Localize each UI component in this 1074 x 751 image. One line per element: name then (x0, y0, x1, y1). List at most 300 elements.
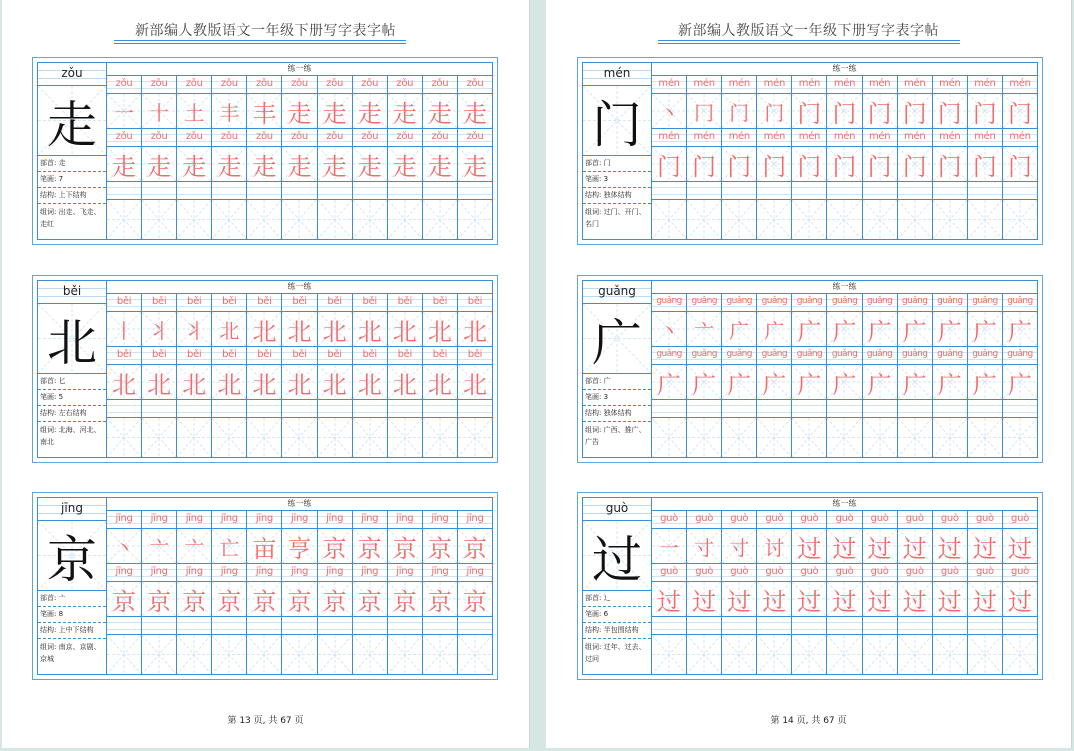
blank-writing-cell (388, 200, 423, 239)
trace-cell (652, 365, 687, 399)
blank-pinyin-cell (863, 617, 898, 634)
pinyin-cell: guò (933, 564, 968, 581)
blank-writing-cell (687, 418, 722, 457)
stroke-step-character: 丶 (114, 535, 135, 560)
blank-pinyin-row (107, 400, 492, 418)
pinyin-cell: zǒu (318, 129, 353, 146)
stroke-step-character: 北 (462, 317, 487, 346)
stroke-step-character: 门 (764, 100, 785, 125)
trace-cell (863, 582, 898, 616)
mi-grid-icon (1003, 200, 1037, 239)
trace-character: 北 (287, 370, 312, 399)
blank-pinyin-cell (247, 617, 282, 634)
stroke-step-character: 广 (937, 317, 962, 346)
blank-writing-cell (247, 418, 282, 457)
blank-pinyin-cell (142, 617, 177, 634)
stroke-step-cell (1003, 312, 1037, 346)
pinyin-cell: guǎng (792, 347, 827, 364)
words-value: 出走、飞走、走红 (40, 208, 101, 228)
pinyin-cell: běi (353, 294, 388, 311)
pinyin-cell: guǎng (898, 294, 933, 311)
pinyin-cell: guǎng (863, 347, 898, 364)
trace-character: 走 (112, 152, 137, 181)
blank-writing-cell (792, 200, 827, 239)
blank-pinyin-cell (458, 400, 492, 417)
character-info-column (583, 498, 652, 674)
blank-pinyin-cell (898, 182, 933, 199)
pinyin-cell: guǎng (898, 347, 933, 364)
pinyin-cell: guǎng (863, 294, 898, 311)
blank-pinyin-cell (388, 182, 423, 199)
blank-writing-cell (282, 635, 317, 674)
blank-writing-cell (898, 200, 933, 239)
pinyin-cell: zǒu (107, 76, 142, 93)
pinyin-cell: mén (652, 129, 687, 146)
mi-grid-icon (177, 635, 211, 674)
trace-character: 北 (392, 370, 417, 399)
practice-grid (107, 498, 492, 674)
stroke-step-cell (933, 529, 968, 563)
mi-grid-icon (423, 200, 457, 239)
trace-character: 北 (427, 370, 452, 399)
pinyin-cell: mén (827, 129, 862, 146)
blank-pinyin-cell (282, 400, 317, 417)
mi-grid-icon (177, 200, 211, 239)
page-14 (546, 0, 1072, 748)
stroke-step-cell (247, 529, 282, 563)
stroke-step-character: 土 (184, 100, 205, 125)
pinyin-cell: zǒu (282, 76, 317, 93)
trace-cell (107, 147, 142, 181)
trace-character: 过 (657, 587, 682, 616)
trace-character: 京 (287, 587, 312, 616)
mi-grid-icon (722, 418, 756, 457)
words-label: 组词: (40, 208, 59, 216)
radical-value: 辶 (603, 594, 611, 602)
blank-writing-cell (722, 200, 757, 239)
blank-writing-cell (863, 418, 898, 457)
trace-character: 广 (1007, 370, 1032, 399)
mi-grid-icon (1003, 635, 1037, 674)
mi-grid-icon (757, 418, 791, 457)
trace-cell (458, 147, 492, 181)
trace-character: 走 (322, 152, 347, 181)
trace-cell (353, 365, 388, 399)
stroke-step-character: 过 (797, 534, 822, 563)
stroke-step-character: 过 (1007, 534, 1032, 563)
structure-line (38, 406, 106, 422)
pinyin-cell: guǎng (722, 294, 757, 311)
blank-writing-cell (458, 418, 492, 457)
character-pinyin: mén (583, 63, 651, 86)
blank-writing-cell (247, 200, 282, 239)
trace-character: 京 (462, 587, 487, 616)
blank-writing-cell (652, 200, 687, 239)
stroke-step-cell (792, 94, 827, 128)
blank-pinyin-row (107, 617, 492, 635)
stroke-step-cell (898, 94, 933, 128)
stroke-step-cell (652, 529, 687, 563)
trace-character: 门 (902, 152, 927, 181)
mi-grid-icon (142, 418, 176, 457)
character-practice-section (32, 492, 498, 680)
stroke-step-character: 北 (252, 317, 277, 346)
mi-grid-icon (282, 200, 316, 239)
blank-pinyin-cell (863, 400, 898, 417)
trace-cell (423, 147, 458, 181)
practice-header: 练一练 (652, 63, 1037, 76)
structure-label: 结构: (40, 191, 59, 199)
trace-cell (282, 365, 317, 399)
blank-writing-cell (898, 418, 933, 457)
radical-label: 部首: (585, 594, 604, 602)
stroke-step-cell (968, 529, 1003, 563)
blank-writing-cell (353, 635, 388, 674)
trace-cell (933, 147, 968, 181)
stroke-step-character: 广 (797, 317, 822, 346)
stroke-order-row (652, 94, 1037, 129)
stroke-step-character: 走 (287, 99, 312, 128)
trace-character: 门 (937, 152, 962, 181)
blank-writing-cell (423, 418, 458, 457)
words-line (38, 204, 106, 239)
pinyin-cell: guǎng (968, 294, 1003, 311)
mi-grid-icon (652, 200, 686, 239)
stroke-step-cell (687, 94, 722, 128)
stroke-step-character: 广 (902, 317, 927, 346)
trace-cell (722, 365, 757, 399)
blank-pinyin-cell (388, 400, 423, 417)
strokes-value: 6 (603, 610, 609, 618)
stroke-step-cell (1003, 529, 1037, 563)
mi-grid-icon (142, 200, 176, 239)
mi-grid-icon (968, 200, 1002, 239)
words-line (583, 639, 651, 674)
pinyin-cell: běi (388, 294, 423, 311)
stroke-step-character: 亠 (694, 318, 715, 343)
blank-pinyin-cell (898, 617, 933, 634)
model-character: 京 (47, 530, 97, 589)
stroke-step-character: 北 (322, 317, 347, 346)
stroke-step-cell (968, 312, 1003, 346)
trace-cell (757, 582, 792, 616)
mi-grid-icon (107, 200, 141, 239)
mi-grid-icon (423, 635, 457, 674)
blank-pinyin-cell (792, 617, 827, 634)
mi-grid-icon (318, 418, 352, 457)
blank-pinyin-cell (282, 617, 317, 634)
blank-writing-cell (177, 418, 212, 457)
blank-writing-cell (687, 635, 722, 674)
blank-pinyin-cell (652, 617, 687, 634)
trace-cell (318, 582, 353, 616)
stroke-step-character: 亩 (252, 534, 277, 563)
trace-cell (458, 582, 492, 616)
blank-pinyin-cell (247, 182, 282, 199)
strokes-value: 3 (603, 175, 609, 183)
pinyin-cell: zǒu (388, 76, 423, 93)
pinyin-cell: jīng (388, 564, 423, 581)
blank-pinyin-row (652, 617, 1037, 635)
stroke-step-cell (282, 312, 317, 346)
pinyin-cell: mén (722, 129, 757, 146)
blank-writing-row (107, 635, 492, 674)
character-practice-section (577, 275, 1043, 463)
blank-writing-row (107, 418, 492, 457)
pinyin-cell: běi (177, 294, 212, 311)
blank-pinyin-cell (757, 400, 792, 417)
character-practice-section (32, 275, 498, 463)
radical-line (38, 156, 106, 172)
stroke-step-cell (757, 529, 792, 563)
character-info-column (38, 281, 107, 457)
trace-character: 门 (657, 152, 682, 181)
pinyin-cell: jīng (142, 511, 177, 528)
pinyin-cell: běi (318, 347, 353, 364)
blank-pinyin-cell (968, 617, 1003, 634)
trace-cell (212, 582, 247, 616)
pinyin-cell: zǒu (353, 129, 388, 146)
pinyin-cell: běi (282, 347, 317, 364)
structure-value: 上下结构 (58, 191, 87, 199)
mi-grid-icon (247, 635, 281, 674)
model-character: 北 (47, 313, 97, 372)
trace-character: 广 (902, 370, 927, 399)
trace-character: 过 (727, 587, 752, 616)
pinyin-cell: mén (687, 129, 722, 146)
mi-grid-icon (687, 200, 721, 239)
pinyin-row (652, 294, 1037, 312)
pinyin-cell: mén (863, 129, 898, 146)
blank-pinyin-cell (423, 400, 458, 417)
radical-value: 走 (58, 159, 66, 167)
blank-pinyin-cell (107, 617, 142, 634)
pinyin-cell: zǒu (282, 129, 317, 146)
stroke-step-cell (388, 94, 423, 128)
stroke-step-cell (388, 529, 423, 563)
model-character: 过 (592, 530, 642, 589)
blank-writing-cell (318, 200, 353, 239)
trace-character: 京 (322, 587, 347, 616)
blank-pinyin-cell (458, 617, 492, 634)
trace-cell (212, 147, 247, 181)
mi-grid-icon (968, 635, 1002, 674)
stroke-step-cell (968, 94, 1003, 128)
stroke-step-character: 丰 (219, 100, 240, 125)
trace-character: 走 (217, 152, 242, 181)
mi-grid-icon (687, 418, 721, 457)
blank-writing-cell (388, 418, 423, 457)
character-practice-section (577, 492, 1043, 680)
stroke-step-character: 广 (972, 317, 997, 346)
blank-pinyin-cell (142, 182, 177, 199)
trace-character: 过 (797, 587, 822, 616)
stroke-step-character: 门 (972, 99, 997, 128)
pinyin-cell: zǒu (142, 76, 177, 93)
character-info-column (583, 63, 652, 239)
pinyin-cell: guǎng (933, 347, 968, 364)
blank-pinyin-cell (353, 182, 388, 199)
structure-label: 结构: (40, 626, 59, 634)
strokes-label: 笔画: (40, 175, 59, 183)
pinyin-row (652, 129, 1037, 147)
pinyin-cell: guǎng (757, 294, 792, 311)
structure-value: 独体结构 (603, 191, 632, 199)
strokes-line (38, 607, 106, 623)
mi-grid-icon (388, 635, 422, 674)
trace-cell (652, 147, 687, 181)
blank-pinyin-cell (353, 617, 388, 634)
trace-character: 过 (762, 587, 787, 616)
stroke-step-cell (827, 312, 862, 346)
blank-writing-cell (863, 635, 898, 674)
trace-character: 京 (147, 587, 172, 616)
stroke-step-character: 北 (392, 317, 417, 346)
stroke-step-character: 亡 (219, 535, 240, 560)
character-model (38, 86, 106, 156)
trace-character: 门 (762, 152, 787, 181)
pinyin-cell: guò (1003, 564, 1037, 581)
trace-character: 门 (797, 152, 822, 181)
mi-grid-icon (827, 418, 861, 457)
stroke-order-row (107, 94, 492, 129)
trace-character: 广 (937, 370, 962, 399)
blank-writing-row (652, 418, 1037, 457)
blank-writing-cell (177, 200, 212, 239)
pinyin-cell: mén (652, 76, 687, 93)
blank-pinyin-cell (107, 400, 142, 417)
trace-character: 走 (147, 152, 172, 181)
pinyin-cell: běi (388, 347, 423, 364)
stroke-step-cell (933, 312, 968, 346)
blank-pinyin-cell (933, 617, 968, 634)
pinyin-cell: běi (212, 347, 247, 364)
stroke-step-cell (142, 94, 177, 128)
radical-value: 门 (603, 159, 611, 167)
radical-line (583, 591, 651, 607)
blank-writing-cell (423, 635, 458, 674)
trace-cell (827, 147, 862, 181)
pinyin-cell: guò (652, 511, 687, 528)
blank-pinyin-cell (792, 400, 827, 417)
mi-grid-icon (212, 635, 246, 674)
pinyin-cell: mén (757, 129, 792, 146)
pinyin-cell: běi (142, 294, 177, 311)
stroke-step-cell (318, 94, 353, 128)
blank-writing-cell (968, 200, 1003, 239)
pinyin-cell: guǎng (933, 294, 968, 311)
strokes-line (583, 172, 651, 188)
blank-pinyin-cell (687, 400, 722, 417)
stroke-step-character: 寸 (729, 535, 750, 560)
trace-cell (933, 365, 968, 399)
mi-grid-icon (107, 418, 141, 457)
trace-row (652, 582, 1037, 617)
stroke-step-cell (247, 312, 282, 346)
trace-character: 京 (252, 587, 277, 616)
pinyin-cell: jīng (282, 564, 317, 581)
stroke-step-cell (388, 312, 423, 346)
mi-grid-icon (827, 200, 861, 239)
trace-row (652, 365, 1037, 400)
mi-grid-icon (353, 635, 387, 674)
character-pinyin: zǒu (38, 63, 106, 86)
trace-character: 北 (357, 370, 382, 399)
pinyin-cell: zǒu (353, 76, 388, 93)
stroke-step-character: 广 (1007, 317, 1032, 346)
pinyin-row (652, 347, 1037, 365)
mi-grid-icon (247, 200, 281, 239)
radical-label: 部首: (40, 159, 59, 167)
character-model (38, 304, 106, 374)
words-label: 组词: (40, 426, 59, 434)
trace-cell (388, 582, 423, 616)
structure-label: 结构: (40, 409, 59, 417)
trace-character: 北 (217, 370, 242, 399)
pinyin-cell: guǎng (827, 347, 862, 364)
blank-pinyin-cell (247, 400, 282, 417)
practice-header: 练一练 (107, 498, 492, 511)
stroke-step-cell (458, 94, 492, 128)
stroke-step-character: 丶 (659, 100, 680, 125)
stroke-order-row (652, 312, 1037, 347)
stroke-step-cell (177, 529, 212, 563)
trace-character: 走 (392, 152, 417, 181)
trace-character: 北 (252, 370, 277, 399)
stroke-step-character: 门 (902, 99, 927, 128)
mi-grid-icon (792, 418, 826, 457)
trace-cell (282, 147, 317, 181)
trace-character: 过 (1007, 587, 1032, 616)
stroke-step-character: 过 (867, 534, 892, 563)
trace-cell (388, 365, 423, 399)
pinyin-cell: mén (898, 129, 933, 146)
stroke-step-cell (423, 312, 458, 346)
blank-pinyin-cell (107, 182, 142, 199)
stroke-step-character: 北 (357, 317, 382, 346)
trace-character: 北 (462, 370, 487, 399)
blank-pinyin-row (652, 182, 1037, 200)
pinyin-cell: běi (458, 294, 492, 311)
trace-character: 广 (762, 370, 787, 399)
words-value: 过门、开门、名门 (585, 208, 646, 228)
blank-pinyin-cell (1003, 400, 1037, 417)
stroke-step-cell (423, 529, 458, 563)
pinyin-cell: guò (792, 511, 827, 528)
trace-character: 京 (357, 587, 382, 616)
pinyin-cell: běi (423, 347, 458, 364)
stroke-step-character: 门 (1007, 99, 1032, 128)
stroke-step-character: 门 (729, 100, 750, 125)
pinyin-cell: jīng (177, 564, 212, 581)
trace-character: 北 (182, 370, 207, 399)
stroke-step-character: 过 (902, 534, 927, 563)
blank-pinyin-cell (687, 617, 722, 634)
stroke-step-cell (282, 94, 317, 128)
trace-cell (968, 365, 1003, 399)
trace-character: 门 (972, 152, 997, 181)
mi-grid-icon (177, 418, 211, 457)
pinyin-cell: guǎng (722, 347, 757, 364)
stroke-step-cell (652, 312, 687, 346)
mi-grid-icon (107, 635, 141, 674)
mi-grid-icon (1003, 418, 1037, 457)
pinyin-cell: zǒu (212, 76, 247, 93)
pinyin-cell: guǎng (792, 294, 827, 311)
stroke-step-cell (107, 312, 142, 346)
mi-grid-icon (652, 418, 686, 457)
structure-line (583, 623, 651, 639)
